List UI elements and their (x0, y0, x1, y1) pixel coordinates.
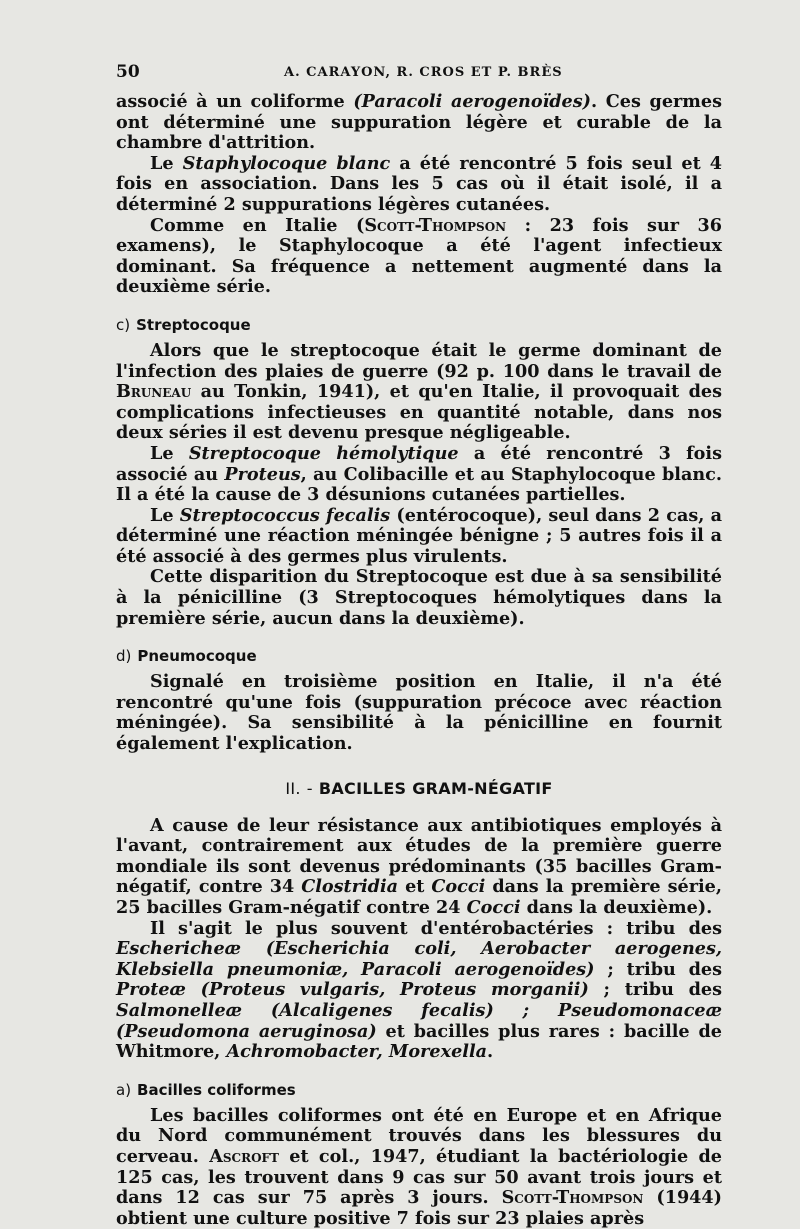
page-number: 50 (116, 62, 140, 82)
running-title: A. CARAYON, R. CROS ET P. BRÈS (284, 65, 563, 80)
running-head (116, 62, 722, 92)
paragraph-italie-comparison: Comme en Italie (Scott-Thompson : 23 fois sur 36 examens), le Staphylocoque a été l'agent infectieux dominant. Sa fréquence a nettement augmenté dans la deuxième série. (116, 214, 722, 298)
paragraph-bacilles-coliformes: Les bacilles coliformes ont été en Europe et en Afrique du Nord communément trouvés dans les blessures du cerveau. Ascroft et col., 1947, étudiant la bactériologie de 125 cas, les trouvent dans 9 cas sur 50 avant trois jours et dans 12 cas sur 75 après 3 jours. Scott-Thompson (1944) obtient une culture positive 7 fois sur 23 plaies après (116, 1104, 722, 1229)
subsection-heading-streptocoque: c) Streptocoque (116, 315, 251, 334)
section-heading-bacilles-gram-negatif: II. - BACILLES GRAM-NÉGATIF (285, 778, 553, 798)
subsection-heading-pneumocoque: d) Pneumocoque (116, 647, 257, 666)
paragraph-resistance-antibiotiques: A cause de leur résistance aux antibiotiques employés à l'avant, contrairement aux études de la première guerre mondiale ils sont devenus prédominants (35 bacilles Gram-négatif, contre 34 Clostridia et Cocci dans la première série, 25 bacilles Gram-négatif contre 24 Cocci dans la deuxième). (116, 814, 722, 918)
paragraph-streptocoque-dominant: Alors que le streptocoque était le germe dominant de l'infection des plaies de guerre (92 p. 100 dans le travail de Bruneau au Tonkin, 1941), et qu'en Italie, il provoquait des complications infectieuses en quantité notable, dans nos deux séries il est devenu presque négligeable. (116, 339, 722, 444)
paragraph-enterobacteries: Il s'agit le plus souvent d'entérobactéries : tribu des Escherichеæ (Escherichia coli, Aerobacter aerogenes, Klebsiella pneumoniæ, Paracoli aerogenoïdes) ; tribu des Proteæ (Proteus vulgaris, Proteus morganii) ; tribu des Salmonelleæ (Alcaligenes fecalis) ; Pseudomonaceæ (Pseudomona aeruginosa) et bacilles plus rares : bacille de Whitmore, Achromobacter, Morexella. (116, 917, 722, 1063)
paragraph-staphylocoque-blanc: Le Staphylocoque blanc a été rencontré 5 fois seul et 4 fois en association. Dans les 5 cas où il était isolé, il a déterminé 2 suppurations légères cutanées. (116, 152, 722, 215)
paragraph-disparition: Cette disparition du Streptocoque est due à sa sensibilité à la pénicilline (3 Streptocoques hémolytiques dans la première série, aucun dans la deuxième). (116, 566, 722, 629)
paragraph-streptocoque-hemolytique: Le Streptocoque hémolytique a été rencontré 3 fois associé au Proteus, au Colibacille et au Staphylocoque blanc. Il a été la cause de 3 désunions cutanées partielles. (116, 442, 722, 506)
paragraph-pneumocoque: Signalé en troisième position en Italie, il n'a été rencontré qu'une fois (suppuration précoce avec réaction méningée). Sa sensibilité à la pénicilline en fournit également l'explication. (116, 671, 722, 755)
paragraph-streptococcus-fecalis: Le Streptococcus fecalis (entérocoque), seul dans 2 cas, a déterminé une réaction méningée bénigne ; 5 autres fois il a été associé à des germes plus virulents. (116, 504, 722, 567)
paragraph-attrition: associé à un coliforme (Paracoli aerogenoïdes). Ces germes ont déterminé une suppuration légère et curable de la chambre d'attrition. (116, 91, 722, 154)
subsection-heading-bacilles-coliformes: a) Bacilles coliformes (116, 1080, 296, 1099)
